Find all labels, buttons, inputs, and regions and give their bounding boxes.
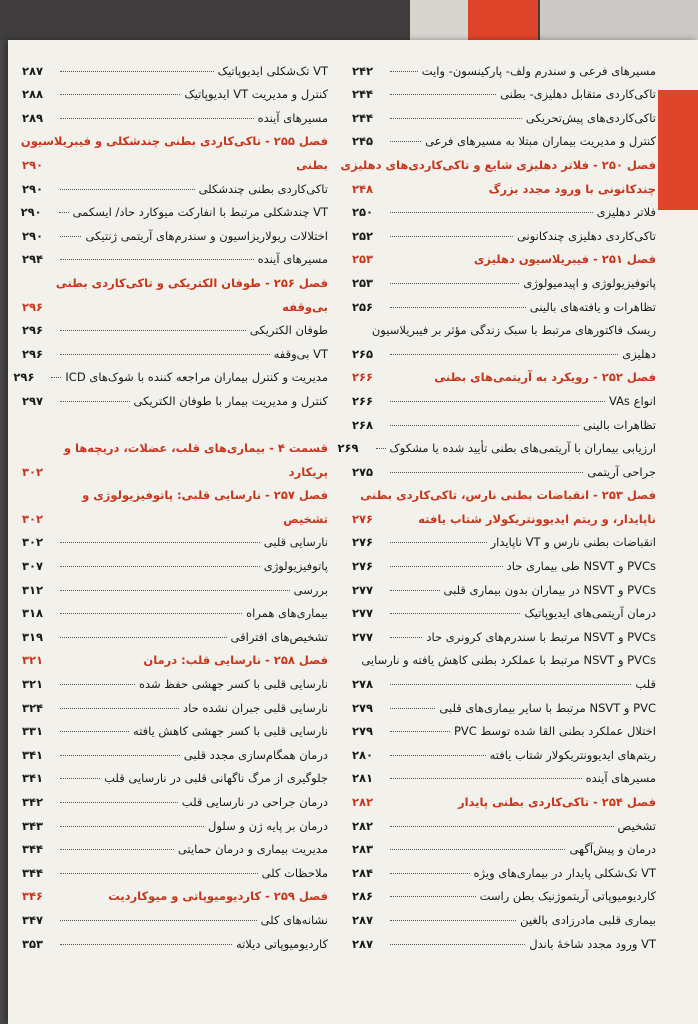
dot-leader (60, 684, 135, 685)
toc-page-number: ۲۴۵ (352, 134, 374, 149)
toc-page-number: ۲۴۴ (352, 110, 374, 125)
toc-page-number: ۲۵۲ (352, 228, 374, 243)
dot-leader (60, 94, 180, 95)
dot-leader (390, 613, 520, 614)
toc-chapter-heading (22, 432, 328, 456)
toc-entry (22, 101, 328, 125)
toc-entry (22, 715, 328, 739)
toc-entry-title: فصل ۲۵۰ - فلاتر دهلیزی شایع و تاکی‌کاردی‌های دهلیزی (340, 157, 656, 172)
toc-entry-title: تشخیص‌های افتراقی (230, 629, 328, 644)
toc-entry-title: پاتوفیزیولوژی و اپیدمیولوژی (523, 275, 656, 290)
toc-page-number: ۳۲۱ (22, 653, 44, 668)
toc-entry (352, 880, 656, 904)
toc-page-number: ۲۷۹ (352, 724, 374, 739)
toc-entry-title: مسیرهای آینده (257, 252, 328, 267)
toc-entry (352, 620, 656, 644)
toc-entry-title: قسمت ۴ - بیماری‌های قلب، عضلات، دریچه‌ها و (63, 441, 328, 456)
toc-page-number: ۲۹۰ (20, 205, 42, 220)
dot-leader (60, 118, 254, 119)
toc-entry (352, 337, 656, 361)
toc-entry (22, 196, 328, 220)
dot-leader (60, 189, 195, 190)
toc-entry-title: کنترل و مدیریت بیماران مبتلا به مسیرهای فرعی (425, 134, 656, 149)
toc-entry (22, 526, 328, 550)
toc-page-number: ۲۷۷ (352, 629, 374, 644)
toc-entry-title: کاردیومیوپاتی دیلاته (235, 936, 328, 951)
toc-entry (22, 691, 328, 715)
background-book-edge-right (540, 0, 698, 40)
toc-entry-title: بررسی (293, 582, 328, 597)
toc-entry-title: بطنی (296, 157, 328, 172)
toc-page-number: ۲۸۱ (352, 771, 374, 786)
toc-page-number: ۲۸۹ (22, 110, 44, 125)
toc-page-number: ۲۸۰ (352, 747, 374, 762)
toc-entry (22, 597, 328, 621)
toc-entry-title: نشانه‌های کلی (260, 912, 328, 927)
dot-leader (60, 259, 254, 260)
toc-entry-title: پریکارد (288, 464, 328, 479)
toc-entry (22, 243, 328, 267)
toc-chapter-heading (22, 455, 328, 479)
toc-page-number: ۲۹۶ (22, 323, 44, 338)
toc-entry (22, 314, 328, 338)
dot-leader (390, 731, 450, 732)
toc-page-number: ۳۴۳ (22, 818, 44, 833)
toc-entry-title: ملاحظات کلی (261, 865, 328, 880)
dot-leader (60, 873, 258, 874)
dot-leader (60, 71, 214, 72)
toc-entry-title: تشخیص (617, 818, 656, 833)
dot-leader (60, 637, 227, 638)
toc-page-number: ۲۶۶ (352, 370, 374, 385)
toc-entry (22, 172, 328, 196)
toc-page-number: ۲۹۶ (22, 346, 44, 361)
toc-entry (352, 384, 656, 408)
toc-chapter-heading (352, 502, 656, 526)
toc-entry (22, 54, 328, 78)
toc-entry-title: مسیرهای آینده (585, 771, 656, 786)
dot-leader (390, 94, 496, 95)
dot-leader (60, 542, 260, 543)
toc-page-number: ۲۶۸ (352, 417, 374, 432)
toc-entry-title: تاکی‌کاردی دهلیزی چندکانونی (516, 228, 656, 243)
toc-entry-title: نارسایی قلبی با کسر جهشی کاهش یافته (132, 724, 328, 739)
dot-leader (390, 401, 605, 402)
toc-entry (22, 762, 328, 786)
toc-entry-title: تاکی‌کاردی بطنی چندشکلی (198, 181, 328, 196)
dot-leader (390, 896, 476, 897)
toc-page-number: ۲۸۴ (352, 865, 374, 880)
toc-page-number: ۳۴۲ (22, 795, 44, 809)
toc-entry (13, 361, 328, 385)
toc-entry (352, 219, 656, 243)
dot-leader (390, 566, 503, 567)
dot-leader (60, 802, 178, 803)
toc-entry (22, 667, 328, 691)
toc-chapter-heading (352, 172, 656, 196)
toc-page-number: ۲۷۷ (352, 582, 374, 597)
dot-leader (60, 613, 242, 614)
toc-entry (352, 691, 656, 715)
toc-entry (352, 927, 656, 951)
toc-entry-title: VT بی‌وقفه (273, 346, 328, 361)
toc-entry (22, 219, 328, 243)
toc-entry-title: PVCs و NSVT طی بیماری حاد (506, 559, 656, 574)
toc-entry-title: VT ورود مجدد شاخهٔ باندل (529, 936, 656, 951)
toc-entry-title: چندکانونی با ورود مجدد بزرگ (488, 181, 656, 196)
toc-entry-title: ریتم‌های ایدیوونتریکولار شتاب یافته (489, 747, 656, 762)
toc-left-column (13, 54, 328, 951)
toc-entry-title: طوفان الکتریکی (249, 323, 328, 338)
toc-chapter-heading (22, 266, 328, 290)
toc-chapter-heading (352, 361, 656, 385)
toc-entry (352, 644, 656, 668)
toc-entry-title: کنترل و مدیریت بیمار با طوفان الکتریکی (133, 393, 328, 408)
toc-entry-title: تشخیص (283, 511, 328, 526)
toc-entry-title: انقباضات بطنی نارس و VT ناپایدار (490, 535, 656, 550)
toc-entry (352, 101, 656, 125)
toc-page-number: ۳۱۲ (22, 582, 44, 597)
toc-page-number: ۲۹۶ (13, 370, 35, 385)
toc-chapter-heading (22, 290, 328, 314)
dot-leader (390, 212, 593, 213)
toc-entry (22, 549, 328, 573)
dot-leader (60, 401, 130, 402)
toc-page-number: ۲۵۳ (352, 252, 374, 267)
toc-entry-title: قلب (635, 677, 656, 692)
toc-entry-title: درمان بر پایه ژن و سلول (208, 818, 328, 833)
toc-entry-title: جراحی آریتمی (587, 464, 656, 479)
toc-entry-title: اختلال عملکرد بطنی القا شده توسط PVC (453, 724, 656, 739)
toc-page-number: ۲۷۶ (352, 559, 374, 574)
dot-leader (60, 826, 204, 827)
dot-leader (390, 542, 487, 543)
dot-leader (390, 778, 582, 779)
dot-leader (390, 590, 440, 591)
toc-page-number: ۲۶۵ (352, 346, 374, 361)
dot-leader (51, 377, 61, 378)
toc-chapter-heading (22, 880, 328, 904)
toc-page-number: ۳۱۸ (22, 606, 44, 621)
toc-page (8, 40, 698, 1024)
dot-leader (390, 873, 470, 874)
toc-entry-title: مدیریت و کنترل بیماران مراجعه کننده با شوک‌های ICD (65, 370, 328, 385)
toc-page-number: ۳۲۱ (22, 677, 44, 692)
toc-page-number: ۳۴۱ (22, 771, 44, 786)
toc-entry-title: PVCs و NSVT مرتبط با سندرم‌های کرونری حاد (426, 629, 656, 644)
background-book-cover (468, 0, 538, 40)
toc-entry (352, 455, 656, 479)
toc-entry (352, 833, 656, 857)
dot-leader (376, 448, 386, 449)
dot-leader (390, 826, 614, 827)
toc-chapter-heading (352, 785, 656, 809)
toc-chapter-heading (22, 125, 328, 149)
toc-entry (352, 549, 656, 573)
dot-leader (59, 212, 69, 213)
toc-page-number: ۳۰۷ (22, 559, 44, 574)
toc-entry-title: انواع VAs (608, 393, 656, 408)
toc-entry (352, 573, 656, 597)
toc-entry (22, 620, 328, 644)
toc-entry-title: فصل ۲۵۵ - تاکی‌کاردی بطنی چندشکلی و فیبریلاسیون (20, 134, 328, 149)
toc-page-number: ۳۴۴ (22, 865, 44, 880)
toc-spacer (22, 408, 328, 432)
toc-page-number: ۳۰۲ (22, 511, 44, 526)
toc-entry (352, 314, 656, 338)
toc-right-column (337, 54, 656, 951)
toc-entry-title: درمان همگام‌سازی مجدد قلبی (183, 747, 328, 762)
toc-entry (22, 573, 328, 597)
dot-leader (390, 637, 422, 638)
toc-page-number: ۲۸۸ (22, 87, 44, 102)
toc-entry (352, 597, 656, 621)
toc-entry-title: تظاهرات و یافته‌های بالینی (529, 299, 656, 314)
dot-leader (390, 920, 516, 921)
toc-entry-title: مدیریت بیماری و درمان حمایتی (177, 842, 328, 857)
toc-page-number: ۲۷۷ (352, 606, 374, 621)
toc-entry-title: PVCs و NSVT مرتبط با عملکرد بطنی کاهش یافته و نارسایی (361, 653, 656, 668)
toc-entry-title: نارسایی قلبی با کسر جهشی حفظ شده (138, 677, 328, 692)
toc-entry-title: درمان آریتمی‌های ایدیوپاتیک (524, 606, 656, 621)
toc-page-number: ۲۴۴ (352, 87, 374, 102)
toc-entry (352, 762, 656, 786)
toc-entry-title: نارسایی قلبی (263, 535, 328, 550)
toc-entry-title: VT تک‌شکلی پایدار در بیماری‌های ویژه (473, 865, 656, 880)
toc-entry (352, 715, 656, 739)
dot-leader (390, 354, 618, 355)
toc-page-number: ۲۶۶ (352, 393, 374, 408)
toc-entry (22, 738, 328, 762)
toc-entry (352, 856, 656, 880)
toc-entry (22, 337, 328, 361)
dot-leader (390, 118, 522, 119)
toc-entry (22, 903, 328, 927)
toc-entry (22, 384, 328, 408)
toc-chapter-heading (22, 644, 328, 668)
toc-entry-title: ارزیابی بیماران با آریتمی‌های بطنی تأیید شده یا مشکوک (389, 441, 656, 456)
toc-entry-title: فصل ۲۵۲ - رویکرد به آریتمی‌های بطنی (434, 370, 656, 385)
toc-page-number: ۳۰۲ (22, 535, 44, 550)
dot-leader (390, 755, 486, 756)
toc-page-number: ۲۹۷ (22, 393, 44, 408)
toc-page-number: ۲۷۵ (352, 464, 374, 479)
toc-entry-title: جلوگیری از مرگ ناگهانی قلبی در نارسایی قلب (104, 771, 328, 786)
toc-entry (352, 809, 656, 833)
toc-entry-title: تظاهرات بالینی (583, 417, 656, 432)
toc-entry-title: کنترل و مدیریت VT ایدیوپاتیک (184, 87, 328, 102)
toc-page-number: ۲۸۷ (352, 912, 374, 927)
toc-page-number: ۲۶۹ (337, 441, 359, 456)
dot-leader (390, 708, 435, 709)
toc-page-number: ۲۸۷ (352, 936, 374, 951)
toc-entry (352, 526, 656, 550)
toc-entry (352, 196, 656, 220)
toc-page-number: ۲۵۳ (352, 275, 374, 290)
dot-leader (60, 731, 129, 732)
toc-entry-title: VT چندشکلی مرتبط با انفارکت میوکارد حاد/ ایسکمی (72, 205, 328, 220)
toc-page-number: ۲۹۶ (22, 299, 44, 314)
toc-entry-title: دهلیزی (622, 346, 656, 361)
toc-entry (352, 903, 656, 927)
dot-leader (60, 708, 179, 709)
dot-leader (390, 141, 421, 142)
dot-leader (60, 849, 174, 850)
toc-entry (352, 266, 656, 290)
toc-chapter-heading (352, 243, 656, 267)
toc-chapter-heading (22, 148, 328, 172)
dot-leader (60, 755, 180, 756)
toc-entry-title: فصل ۲۵۱ - فیبریلاسیون دهلیزی (473, 252, 656, 267)
toc-entry (352, 290, 656, 314)
toc-entry-title: تاکی‌کاردی متقابل دهلیزی- بطنی (500, 87, 656, 102)
toc-entry-title: فصل ۲۵۶ - طوفان الکتریکی و تاکی‌کاردی بطنی (55, 275, 328, 290)
toc-entry-title: VT تک‌شکلی ایدیوپاتیک (217, 63, 328, 78)
toc-entry (22, 809, 328, 833)
toc-page-number: ۲۷۸ (352, 677, 374, 692)
toc-chapter-heading (340, 148, 656, 172)
toc-page-number: ۳۴۷ (22, 912, 44, 927)
dot-leader (60, 590, 290, 591)
toc-entry-title: بی‌وقفه (282, 299, 328, 314)
dot-leader (390, 236, 513, 237)
toc-page-number: ۲۷۹ (352, 700, 374, 715)
toc-page-number: ۲۹۰ (22, 228, 44, 243)
dot-leader (390, 283, 519, 284)
toc-entry-title: فصل ۲۵۳ - انقباضات بطنی نارس، تاکی‌کاردی بطنی (360, 488, 656, 503)
toc-chapter-heading (22, 502, 328, 526)
dot-leader (60, 920, 257, 921)
toc-entry-title: فصل ۲۵۷ - نارسایی قلبی: پاتوفیزیولوژی و (82, 488, 328, 503)
dot-leader (60, 566, 260, 567)
toc-page-number: ۲۸۳ (352, 842, 374, 857)
toc-entry (352, 125, 656, 149)
toc-entry-title: فصل ۲۵۸ - نارسایی قلب: درمان (143, 653, 328, 668)
toc-page-number: ۲۷۶ (352, 535, 374, 550)
toc-page-number: ۳۵۳ (22, 936, 44, 951)
toc-entry (22, 785, 328, 809)
toc-entry-title: ناپایدار، و ریتم ایدیوونتریکولار شتاب یافته (418, 511, 656, 526)
toc-entry-title: ریسک فاکتورهای مرتبط با سبک زندگی مؤثر بر فیبریلاسیون (371, 323, 656, 338)
toc-page-number: ۲۴۸ (352, 181, 374, 196)
dot-leader (60, 354, 270, 355)
toc-page-number: ۲۸۲ (352, 795, 374, 809)
toc-entry (22, 927, 328, 951)
dot-leader (390, 307, 526, 308)
dot-leader (390, 849, 565, 850)
toc-entry-title: تاکی‌کاردی‌های پیش‌تحریکی (525, 110, 656, 125)
dot-leader (390, 71, 418, 72)
toc-page-number: ۲۹۰ (22, 181, 44, 196)
toc-entry (337, 432, 656, 456)
toc-entry-title: پاتوفیزیولوژی (263, 559, 328, 574)
dot-leader (60, 330, 246, 331)
toc-entry-title: مسیرهای آینده (257, 110, 328, 125)
toc-chapter-heading (352, 479, 656, 503)
section-tab-marker (658, 90, 698, 210)
dot-leader (60, 778, 100, 779)
toc-entry-title: فلاتر دهلیزی (596, 205, 656, 220)
toc-entry (352, 78, 656, 102)
toc-entry-title: کاردیومیوپاتی آریتموژنیک بطن راست (479, 889, 656, 904)
toc-entry-title: فصل ۲۵۹ - کاردیومیوپاتی و میوکاردیت (108, 889, 328, 904)
toc-entry (22, 833, 328, 857)
toc-page-number: ۲۹۴ (22, 252, 44, 267)
toc-page-number: ۳۱۹ (22, 629, 44, 644)
toc-entry-title: PVCs و NSVT در بیماران بدون بیماری قلبی (443, 582, 656, 597)
toc-page-number: ۲۴۲ (352, 63, 374, 78)
toc-page-number: ۲۹۰ (22, 157, 44, 172)
toc-entry (352, 667, 656, 691)
toc-page-number: ۳۴۶ (22, 889, 44, 904)
toc-entry-title: PVC و NSVT مرتبط با سایر بیماری‌های قلبی (439, 700, 656, 715)
toc-entry-title: بیماری قلبی مادرزادی بالغین (520, 912, 656, 927)
dot-leader (390, 472, 583, 473)
toc-page-number: ۲۸۷ (22, 63, 44, 78)
toc-chapter-heading (22, 479, 328, 503)
dot-leader (60, 236, 81, 237)
toc-page-number: ۲۵۶ (352, 299, 374, 314)
toc-page-number: ۳۴۴ (22, 842, 44, 857)
toc-page-number: ۲۸۲ (352, 818, 374, 833)
toc-entry (352, 408, 656, 432)
dot-leader (390, 944, 525, 945)
toc-entry-title: درمان و پیش‌آگهی (569, 842, 656, 857)
toc-entry-title: فصل ۲۵۴ - تاکی‌کاردی بطنی پایدار (457, 795, 656, 809)
dot-leader (390, 425, 579, 426)
toc-page-number: ۲۵۰ (352, 205, 374, 220)
toc-entry (352, 54, 656, 78)
toc-entry-title: مسیرهای فرعی و سندرم ولف- پارکینسون- وایت (421, 63, 656, 78)
toc-page-number: ۲۷۶ (352, 511, 374, 526)
toc-page-number: ۲۸۶ (352, 889, 374, 904)
toc-entry (22, 856, 328, 880)
toc-entry (22, 78, 328, 102)
toc-entry-title: درمان جراحی در نارسایی قلب (181, 795, 328, 809)
dot-leader (60, 944, 232, 945)
toc-entry-title: بیماری‌های همراه (246, 606, 328, 621)
toc-entry-title: نارسایی قلبی جبران نشده حاد (183, 700, 328, 715)
toc-page-number: ۳۳۱ (22, 724, 44, 739)
toc-page-number: ۳۰۲ (22, 464, 44, 479)
dot-leader (390, 684, 631, 685)
toc-entry (352, 738, 656, 762)
toc-page-number: ۳۲۴ (22, 700, 44, 715)
toc-entry-title: اختلالات ریولاریزاسیون و سندرم‌های آریتمی ژنتیکی (85, 228, 328, 243)
toc-page-number: ۳۴۱ (22, 747, 44, 762)
